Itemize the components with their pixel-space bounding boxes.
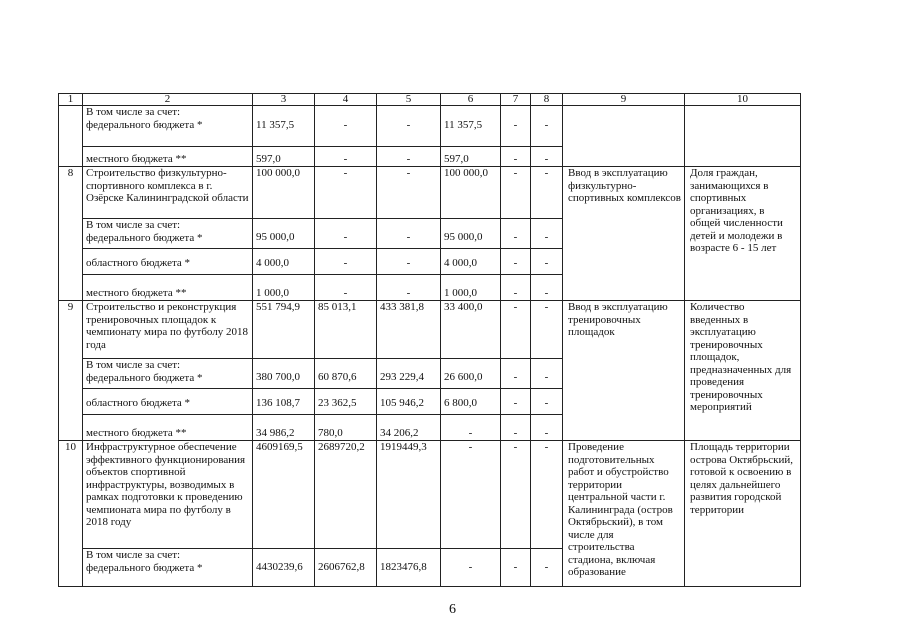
value-cell: - [441,415,501,441]
value-cell: - [531,275,563,301]
value-cell: 380 700,0 [253,359,315,389]
row-label: областного бюджета * [83,249,253,275]
value-cell: - [315,147,377,167]
value-cell: 26 600,0 [441,359,501,389]
value-cell: - [501,167,531,219]
header-cell: 10 [685,94,801,106]
value-cell: 23 362,5 [315,389,377,415]
value-cell: - [501,147,531,167]
indicator-cell: Количество введенных в эксплуатацию тренировочных площадок, предназначенных для проведения тренировочных мероприятий [685,301,801,441]
indicator-cell [685,106,801,167]
header-cell: 5 [377,94,441,106]
row-index: 8 [59,167,83,301]
label-line: федерального бюджета * [86,231,203,244]
value-cell: - [501,415,531,441]
header-cell: 2 [83,94,253,106]
value-cell: - [501,275,531,301]
indicator-cell: Доля граждан, занимающихся в спортивных организациях, в общей численности детей и молодежи в возрасте 6 - 15 лет [685,167,801,301]
label-line: В том числе за счет: [86,106,181,118]
label-line: В том числе за счет: [86,359,181,371]
value-cell: - [501,219,531,249]
row-index: 9 [59,301,83,441]
value-cell: - [377,219,441,249]
value-cell: 105 946,2 [377,389,441,415]
value-cell: 433 381,8 [377,301,441,359]
page-number: 6 [449,602,456,617]
header-cell: 8 [531,94,563,106]
value-cell: - [315,106,377,147]
value-cell: 6 800,0 [441,389,501,415]
row-label: местного бюджета ** [83,415,253,441]
header-cell: 6 [441,94,501,106]
value-cell: - [377,167,441,219]
value-cell: 780,0 [315,415,377,441]
value-cell: 33 400,0 [441,301,501,359]
label-line: В том числе за счет: [86,549,181,561]
value-cell: 85 013,1 [315,301,377,359]
value-cell: 1823476,8 [377,549,441,587]
value-cell: 95 000,0 [253,219,315,249]
value-cell: - [501,301,531,359]
value-cell: 2606762,8 [315,549,377,587]
result-cell: Ввод в эксплуатацию тренировочных площадок [563,301,685,441]
value-cell: 4 000,0 [441,249,501,275]
result-cell [563,106,685,167]
value-cell: 11 357,5 [441,106,501,147]
value-cell: - [315,249,377,275]
value-cell: 1 000,0 [253,275,315,301]
header-cell: 3 [253,94,315,106]
value-cell: - [315,219,377,249]
value-cell: - [531,106,563,147]
value-cell: 100 000,0 [253,167,315,219]
budget-table [58,93,801,587]
value-cell: - [441,441,501,549]
row-index [59,106,83,167]
value-cell: - [441,549,501,587]
value-cell: 293 229,4 [377,359,441,389]
label-line: федерального бюджета * [86,118,203,131]
label-line: В том числе за счет: [86,219,181,231]
item-title: Инфраструктурное обеспечение эффективного функционирования объектов спортивной инфраструктуры, возводимых в рамках подготовки к проведению чемпионата мира по футболу в 2018 году [83,441,253,549]
value-cell: 1 000,0 [441,275,501,301]
value-cell: - [531,219,563,249]
value-cell: 34 986,2 [253,415,315,441]
header-cell: 4 [315,94,377,106]
row-label [83,106,253,147]
value-cell: 551 794,9 [253,301,315,359]
value-cell: - [501,249,531,275]
value-cell: 11 357,5 [253,106,315,147]
row-label [83,219,253,249]
value-cell: - [315,275,377,301]
row-label: местного бюджета ** [83,147,253,167]
value-cell: 4430239,6 [253,549,315,587]
value-cell: - [377,275,441,301]
item-title: Строительство и реконструкция тренировочных площадок к чемпионату мира по футболу 2018 года [83,301,253,359]
item-title: Строительство физкультурно-спортивного комплекса в г. Озёрске Калининградской области [83,167,253,219]
row-label [83,549,253,587]
value-cell: - [531,389,563,415]
value-cell: 2689720,2 [315,441,377,549]
header-cell: 1 [59,94,83,106]
value-cell: 60 870,6 [315,359,377,389]
row-label [83,359,253,389]
table-row [59,301,801,359]
value-cell: 136 108,7 [253,389,315,415]
header-row [59,94,801,106]
value-cell: - [531,415,563,441]
value-cell: - [501,549,531,587]
value-cell: - [377,147,441,167]
row-label: областного бюджета * [83,389,253,415]
value-cell: - [531,549,563,587]
indicator-cell: Площадь территории острова Октябрьский, готовой к освоению в целях дальнейшего развития городской территории [685,441,801,587]
table-row [59,441,801,549]
row-index: 10 [59,441,83,587]
row-label: местного бюджета ** [83,275,253,301]
value-cell: - [531,249,563,275]
value-cell: 100 000,0 [441,167,501,219]
value-cell: - [531,441,563,549]
value-cell: 597,0 [253,147,315,167]
label-line: федерального бюджета * [86,371,203,384]
result-cell: Проведение подготовительных работ и обустройство территории центральной части г. Калининграда (остров Октябрьский), в том числе для строительства стадиона, включая образование [563,441,685,587]
value-cell: - [531,359,563,389]
value-cell: - [377,249,441,275]
value-cell: - [315,167,377,219]
table-row [59,106,801,147]
value-cell: - [501,389,531,415]
value-cell: 4 000,0 [253,249,315,275]
result-cell: Ввод в эксплуатацию физкультурно-спортивных комплексов [563,167,685,301]
value-cell: - [377,106,441,147]
value-cell: - [531,301,563,359]
value-cell: 1919449,3 [377,441,441,549]
value-cell: - [531,147,563,167]
value-cell: - [501,441,531,549]
value-cell: 597,0 [441,147,501,167]
table-row [59,167,801,219]
value-cell: - [501,106,531,147]
value-cell: - [531,167,563,219]
value-cell: 95 000,0 [441,219,501,249]
header-cell: 9 [563,94,685,106]
value-cell: 34 206,2 [377,415,441,441]
value-cell: 4609169,5 [253,441,315,549]
label-line: федерального бюджета * [86,561,203,574]
value-cell: - [501,359,531,389]
header-cell: 7 [501,94,531,106]
